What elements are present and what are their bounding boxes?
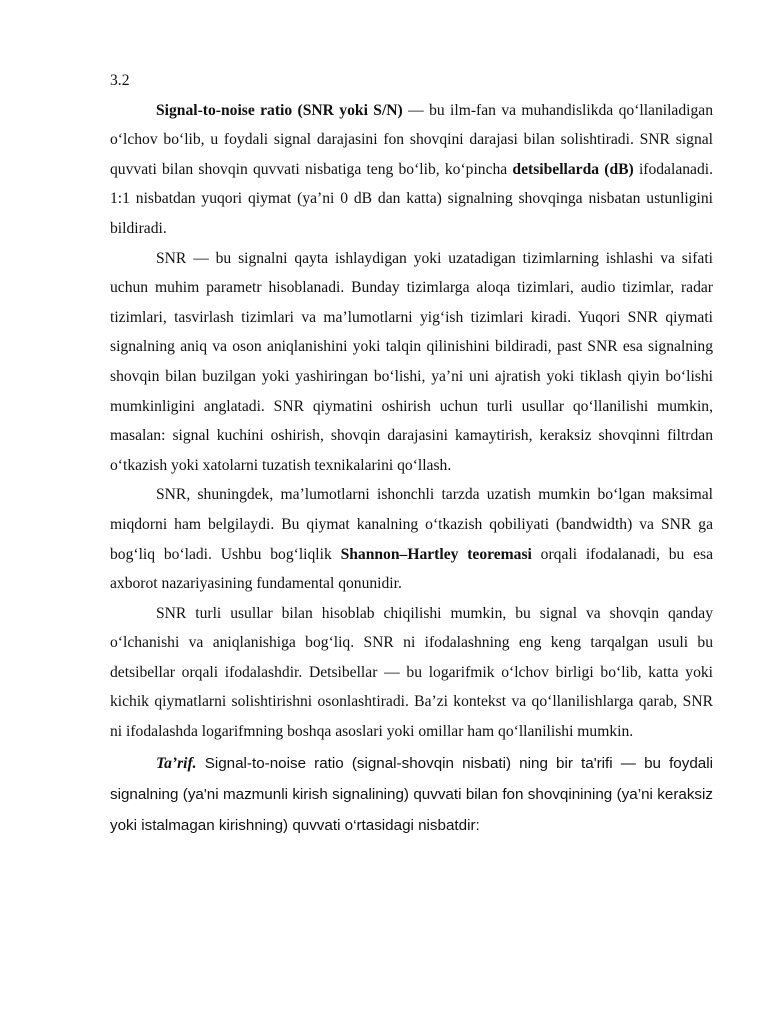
term-shannon-hartley: Shannon–Hartley teoremasi — [340, 545, 532, 563]
paragraph-snr-definition — [110, 96, 713, 244]
paragraph-text: orqali ifodalanadi, bu esa axborot nazariyasining fundamental qonunidir. — [110, 545, 714, 593]
paragraph-text: SNR, shuningdek, ma’lumotlarni ishonchli tarzda uzatish mumkin bo‘lgan maksimal miqdorni ham belgilaydi. Bu qiymat kanalning o‘tkazish qobiliyati (bandwidth) va SNR ga bog‘liq bo‘ladi. Ushbu bog‘liqlik — [110, 486, 713, 563]
paragraph-text: ifodalanadi. 1:1 nisbatdan yuqori qiymat (ya’ni 0 dB dan katta) signalning shovqinga nisbatan ustunligini bildiradi. — [110, 160, 713, 237]
paragraph-tarif — [110, 748, 713, 841]
paragraph-snr-calculation: SNR turli usullar bilan hisoblab chiqilishi mumkin, bu signal va shovqin qanday o‘lchanishi va aniqlanishiga bog‘liq. SNR ni ifodalashning eng keng tarqalgan usuli bu detsibellar orqali ifodalashdir. Detsibellar — bu logarifmik o‘lchov birligi bo‘lib, katta yoki kichik qiymatlarni solishtirishni osonlashtiradi. Ba’zi kontekst va qo‘llanilishlarga qarab, SNR ni ifodalashda logarifmning boshqa asoslari yoki omillar ham qo‘llanilishi mumkin. — [110, 604, 713, 741]
paragraph-shannon-hartley — [110, 480, 713, 598]
term-decibels: detsibellarda (dB) — [512, 160, 634, 178]
document-body — [110, 66, 713, 841]
section-number: 3.2 — [110, 72, 130, 89]
term-tarif: Ta’rif. — [156, 754, 197, 772]
paragraph-text: — bu ilm-fan va muhandislikda qo‘llaniladigan o‘lchov bo‘lib, u foydali signal darajasini fon shovqini darajasi bilan solishtiradi. SNR signal quvvati bilan shovqin quvvati nisbatiga teng bo‘lib, ko‘pincha — [110, 101, 713, 178]
paragraph-snr-importance: SNR — bu signalni qayta ishlaydigan yoki uzatadigan tizimlarning ishlashi va sifati uchun muhim parametr hisoblanadi. Bunday tizimlarga aloqa tizimlari, audio tizimlar, radar tizimlari, tasvirlash tizimlari va ma’lumotlarni yig‘ish tizimlari kiradi. Yuqori SNR qiymati signalning aniq va oson aniqlanishini yoki talqin qilinishini bildiradi, past SNR esa signalning shovqin bilan buzilgan yoki yashiringan bo‘lishi, ya’ni uni ajratish yoki tiklash qiyin bo‘lishi mumkinligini anglatadi. SNR qiymatini oshirish uchun turli usullar qo‘llanilishi mumkin, masalan: signal kuchini oshirish, shovqin darajasini kamaytirish, keraksiz shovqinni filtrdan o‘tkazish yoki xatolarni tuzatish texnikalarini qo‘llash. — [110, 249, 713, 474]
term-snr: Signal-to-noise ratio (SNR yoki S/N) — [156, 101, 403, 119]
paragraph-text: Signal-to-noise ratio (signal-shovqin nisbati) ning bir ta'rifi — bu foydali signalning (ya'ni mazmunli kirish signalining) quvvati bilan fon shovqinining (ya’ni keraksiz yoki istalmagan kirishning) quvvati o‘rtasidagi nisbatdir: — [110, 754, 713, 834]
